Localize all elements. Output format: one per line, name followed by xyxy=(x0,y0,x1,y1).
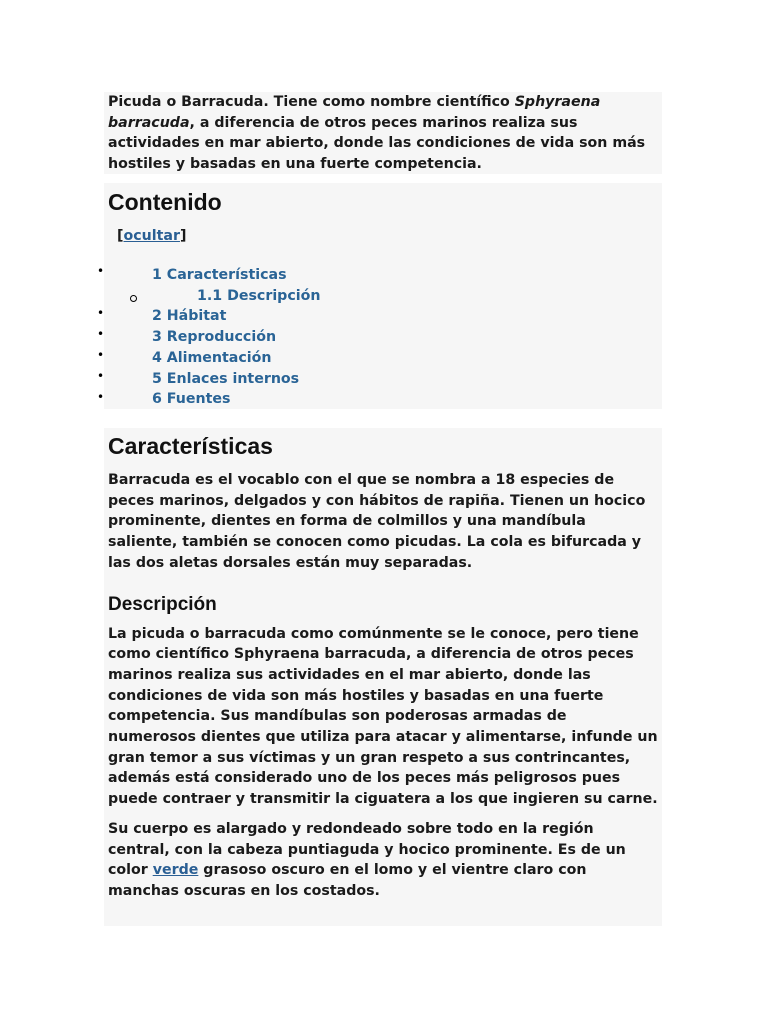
toc-item-reproduccion[interactable]: 3 Reproducción xyxy=(152,329,277,345)
toc-item-habitat[interactable]: 2 Hábitat xyxy=(152,308,227,324)
toc-item-caracteristicas[interactable]: 1 Características xyxy=(152,267,287,283)
toc-toggle-open-bracket: [ xyxy=(117,228,124,244)
descripcion-paragraph-2 xyxy=(108,819,658,902)
toc-bullet: • xyxy=(97,327,105,341)
descripcion-p2-end: grasoso oscuro en el lomo y el vientre claro con manchas oscuras en los costados. xyxy=(108,862,587,899)
toc-item-descripcion[interactable]: 1.1 Descripción xyxy=(197,288,321,304)
caracteristicas-paragraph: Barracuda es el vocablo con el que se nombra a 18 especies de peces marinos, delgados y con hábitos de rapiña. Tienen un hocico prominente, dientes en forma de colmillos y una mandíbula saliente, también se conocen como picudas. La cola es bifurcada y las dos aletas dorsales están muy separadas. xyxy=(108,472,646,571)
caracteristicas-heading: Características xyxy=(108,433,273,459)
article-body-block xyxy=(104,428,662,926)
intro-block xyxy=(104,92,662,174)
toc-sub-bullet xyxy=(130,295,137,302)
toc-item-enlaces-internos[interactable]: 5 Enlaces internos xyxy=(152,371,300,387)
descripcion-paragraph-1: La picuda o barracuda como comúnmente se le conoce, pero tiene como científico Sphyraena barracuda, a diferencia de otros peces marinos realiza sus actividades en el mar abierto, donde las condiciones de vida son más hostiles y basadas en una fuerte competencia. Sus mandíbulas son poderosas armadas de numerosos dientes que utiliza para atacar y alimentarse, infunde un gran temor a sus víctimas y un gran respeto a sus contrincantes, además está considerado uno de los peces más peligrosos pues puede contraer y transmitir la ciguatera a los que ingieren su carne. xyxy=(108,625,658,808)
intro-text-end: , a diferencia de otros peces marinos realiza sus actividades en mar abierto, donde las condiciones de vida son más hostiles y basadas en una fuerte competencia. xyxy=(108,114,646,173)
scientific-name: Sphyraena barracuda xyxy=(108,94,601,131)
toc-hide-link[interactable]: ocultar xyxy=(123,228,180,244)
intro-paragraph xyxy=(108,92,658,175)
toc-bullet: • xyxy=(97,390,105,404)
verde-link[interactable]: verde xyxy=(152,862,199,879)
toc-bullet: • xyxy=(97,306,105,320)
toc-toggle xyxy=(117,228,186,244)
toc-title: Contenido xyxy=(108,189,222,215)
intro-text-start: Picuda o Barracuda. Tiene como nombre científico xyxy=(108,94,515,110)
toc-bullet: • xyxy=(97,264,105,278)
toc-bullet: • xyxy=(97,369,105,383)
toc-item-fuentes[interactable]: 6 Fuentes xyxy=(152,391,231,407)
descripcion-p2-start: Su cuerpo es alargado y redondeado sobre todo en la región central, con la cabeza puntiaguda y hocico prominente. Es de un color xyxy=(108,820,626,879)
toc-item-alimentacion[interactable]: 4 Alimentación xyxy=(152,350,272,366)
descripcion-heading: Descripción xyxy=(108,593,217,615)
toc-bullet: • xyxy=(97,348,105,362)
toc-toggle-close-bracket: ] xyxy=(179,228,187,244)
